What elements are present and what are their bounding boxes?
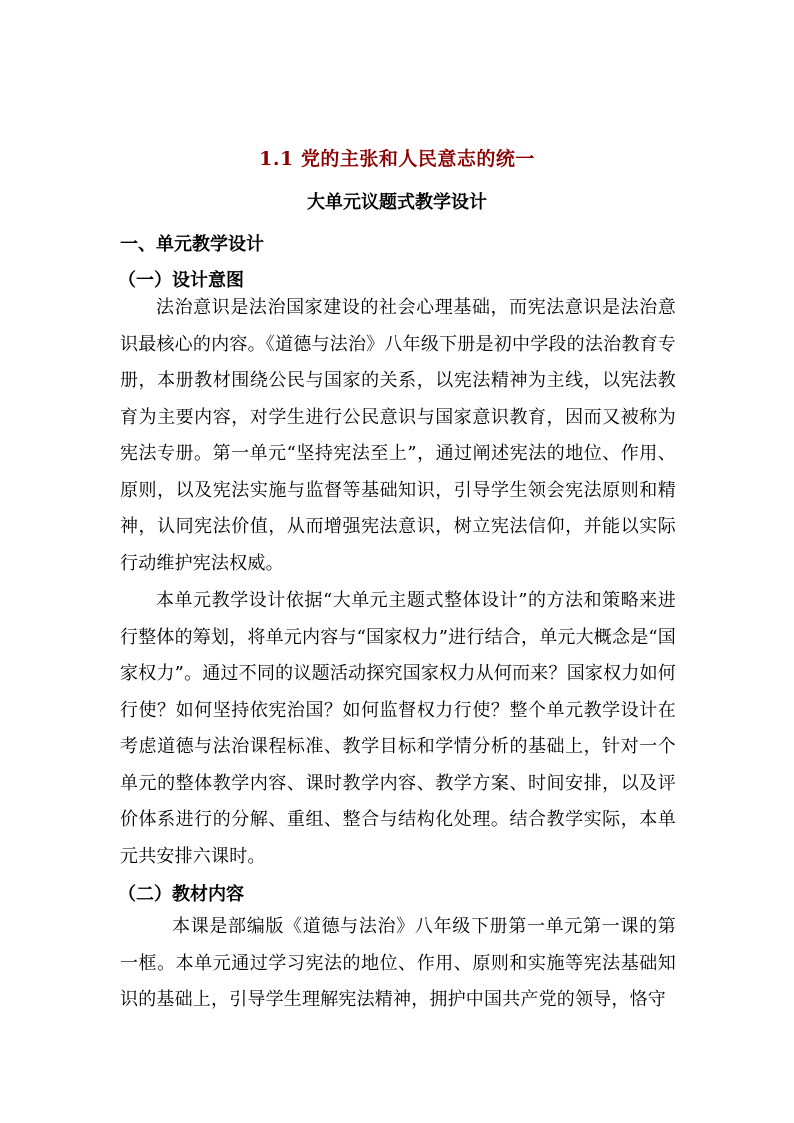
subsection-heading-textbook-content: （二）教材内容 xyxy=(118,884,244,905)
paragraph-design-intent-1: 法治意识是法治国家建设的社会心理基础，而宪法意识是法治意识最核心的内容。《道德与法治》八年级下册是初中学段的法治教育专册，本册教材围绕公民与国家的关系，以宪法精神为主线，以宪法教育为主要内容，对学生进行公民意识与国家意识教育，因而又被称为宪法专册。第一单元“坚持宪法至上”，通过阐述宪法的地位、作用、原则，以及宪法实施与监督等基础知识，引导学生领会宪法原则和精神，认同宪法价值，从而增强宪法意识，树立宪法信仰，并能以实际行动维护宪法权威。 xyxy=(120,297,676,574)
paragraph-textbook-content-1: 本课是部编版《道德与法治》八年级下册第一单元第一课的第一框。本单元通过学习宪法的地位、作用、原则和实施等宪法基础知识的基础上，引导学生理解宪法精神，拥护中国共产党的领导，恪守 xyxy=(120,916,676,1010)
document-subtitle: 大单元议题式教学设计 xyxy=(307,192,487,213)
subsection-heading-design-intent: （一）设计意图 xyxy=(118,270,244,291)
paragraph-design-intent-2: 本单元教学设计依据“大单元主题式整体设计”的方法和策略来进行整体的筹划，将单元内容与“国家权力”进行结合，单元大概念是“国家权力”。通过不同的议题活动探究国家权力从何而来？国家权力如何行使？如何坚持依宪治国？如何监督权力行使？整个单元教学设计在考虑道德与法治课程标准、教学目标和学情分析的基础上，针对一个单元的整体教学内容、课时教学内容、教学方案、时间安排，以及评价体系进行的分解、重组、整合与结构化处理。结合教学实际，本单元共安排六课时。 xyxy=(120,590,677,867)
document-title: 1.1 党的主张和人民意志的统一 xyxy=(259,148,535,170)
section-heading-unit-design: 一、单元教学设计 xyxy=(120,234,264,255)
